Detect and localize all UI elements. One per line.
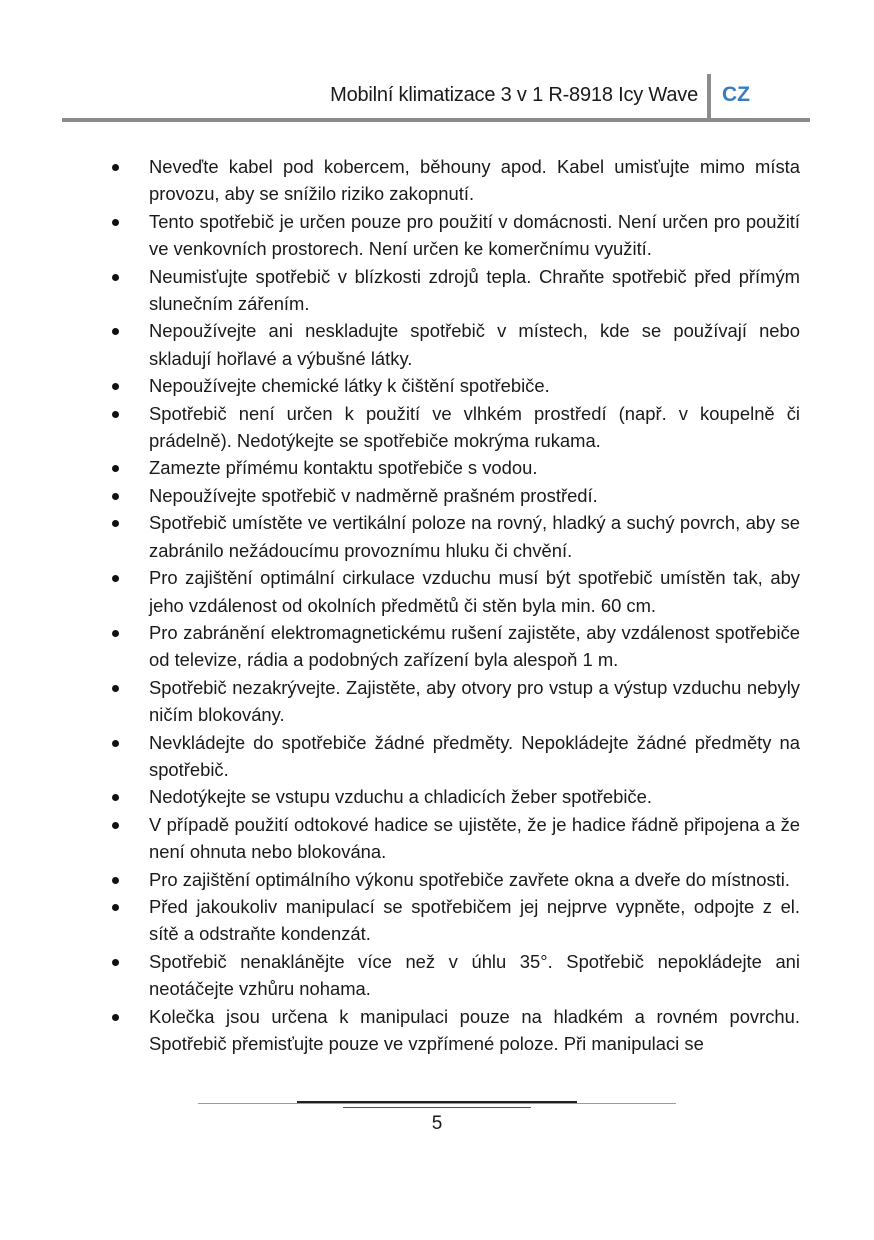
footer-rule-short bbox=[343, 1107, 531, 1108]
document-title: Mobilní klimatizace 3 v 1 R-8918 Icy Wave bbox=[330, 84, 698, 106]
bullet-icon bbox=[112, 740, 119, 747]
language-badge: CZ bbox=[722, 83, 750, 106]
bullet-icon bbox=[112, 493, 119, 500]
footer-rule bbox=[198, 1103, 676, 1104]
list-item-text: Spotřebič umístěte ve vertikální poloze na rovný, hladký a suchý povrch, aby se zabránilo nežádoucímu provoznímu hluku či chvění. bbox=[149, 512, 800, 561]
safety-instructions-list bbox=[112, 153, 800, 1057]
main-content bbox=[112, 153, 800, 1057]
bullet-icon bbox=[112, 164, 119, 171]
bullet-icon bbox=[112, 274, 119, 281]
bullet-icon bbox=[112, 465, 119, 472]
bullet-icon bbox=[112, 794, 119, 801]
bullet-icon bbox=[112, 219, 119, 226]
bullet-icon bbox=[112, 877, 119, 884]
list-item-text: Zamezte přímému kontaktu spotřebiče s vodou. bbox=[149, 457, 538, 479]
list-item-text: Nevkládejte do spotřebiče žádné předměty. Nepokládejte žádné předměty na spotřebič. bbox=[149, 731, 800, 780]
list-item bbox=[112, 619, 800, 674]
list-item bbox=[112, 372, 800, 399]
bullet-icon bbox=[112, 411, 119, 418]
list-item bbox=[112, 263, 800, 318]
list-item-text: Kolečka jsou určena k manipulaci pouze na hladkém a rovném povrchu. Spotřebič přemisťujte pouze ve vzpřímené poloze. Při manipulaci se bbox=[149, 1005, 800, 1054]
list-item bbox=[112, 811, 800, 866]
list-item bbox=[112, 482, 800, 509]
bullet-icon bbox=[112, 822, 119, 829]
bullet-icon bbox=[112, 520, 119, 527]
list-item bbox=[112, 454, 800, 481]
header-divider bbox=[707, 74, 711, 120]
list-item-text: Spotřebič nenaklánějte více než v úhlu 35°. Spotřebič nepokládejte ani neotáčejte vzhůru nohama. bbox=[149, 950, 800, 1000]
bullet-icon bbox=[112, 904, 119, 911]
list-item bbox=[112, 153, 800, 208]
list-item bbox=[112, 208, 800, 263]
list-item bbox=[112, 564, 800, 619]
page-header bbox=[0, 0, 874, 130]
bullet-icon bbox=[112, 575, 119, 582]
list-item-text: Spotřebič nezakrývejte. Zajistěte, aby otvory pro vstup a výstup vzduchu nebyly ničím blokovány. bbox=[149, 676, 800, 726]
list-item bbox=[112, 729, 800, 784]
list-item-text: Tento spotřebič je určen pouze pro použití v domácnosti. Není určen pro použití ve venkovních prostorech. Není určen ke komerčnímu využití. bbox=[149, 210, 800, 260]
list-item-text: Spotřebič není určen k použití ve vlhkém prostředí (např. v koupelně či prádelně). Nedotýkejte se spotřebiče mokrýma rukama. bbox=[149, 402, 800, 452]
bullet-icon bbox=[112, 383, 119, 390]
list-item-text: Před jakoukoliv manipulací se spotřebičem jej nejprve vypněte, odpojte z el. sítě a odstraňte kondenzát. bbox=[149, 895, 800, 945]
bullet-icon bbox=[112, 630, 119, 637]
list-item-text: Pro zajištění optimálního výkonu spotřebiče zavřete okna a dveře do místnosti. bbox=[149, 868, 790, 890]
list-item-text: Nepoužívejte ani neskladujte spotřebič v místech, kde se používají nebo skladují hořlavé a výbušné látky. bbox=[149, 320, 800, 369]
list-item bbox=[112, 948, 800, 1003]
list-item-text: Pro zajištění optimální cirkulace vzduchu musí být spotřebič umístěn tak, aby jeho vzdálenost od okolních předmětů či stěn byla min. 60 cm. bbox=[149, 567, 800, 616]
bullet-icon bbox=[112, 685, 119, 692]
list-item bbox=[112, 893, 800, 948]
list-item-text: Neumisťujte spotřebič v blízkosti zdrojů tepla. Chraňte spotřebič před přímým slunečním zářením. bbox=[149, 265, 800, 315]
list-item bbox=[112, 783, 800, 810]
list-item-text: Neveďte kabel pod kobercem, běhouny apod. Kabel umisťujte mimo místa provozu, aby se snížilo riziko zakopnutí. bbox=[149, 156, 800, 205]
list-item-text: Nepoužívejte spotřebič v nadměrně prašném prostředí. bbox=[149, 484, 598, 506]
bullet-icon bbox=[112, 1014, 119, 1021]
list-item bbox=[112, 866, 800, 893]
page-number: 5 bbox=[431, 1113, 443, 1134]
list-item bbox=[112, 400, 800, 455]
list-item bbox=[112, 1003, 800, 1058]
list-item-text: Nepoužívejte chemické látky k čištění spotřebiče. bbox=[149, 375, 550, 397]
list-item bbox=[112, 317, 800, 372]
footer-rule-accent bbox=[297, 1101, 577, 1103]
bullet-icon bbox=[112, 959, 119, 966]
bullet-icon bbox=[112, 328, 119, 335]
list-item bbox=[112, 674, 800, 729]
list-item-text: Pro zabránění elektromagnetickému rušení zajistěte, aby vzdálenost spotřebiče od televize, rádia a podobných zařízení byla alespoň 1 m. bbox=[149, 621, 800, 671]
list-item-text: Nedotýkejte se vstupu vzduchu a chladicích žeber spotřebiče. bbox=[149, 786, 652, 808]
header-rule bbox=[62, 118, 810, 122]
list-item bbox=[112, 509, 800, 564]
list-item-text: V případě použití odtokové hadice se ujistěte, že je hadice řádně připojena a že není ohnuta nebo blokována. bbox=[149, 813, 800, 863]
